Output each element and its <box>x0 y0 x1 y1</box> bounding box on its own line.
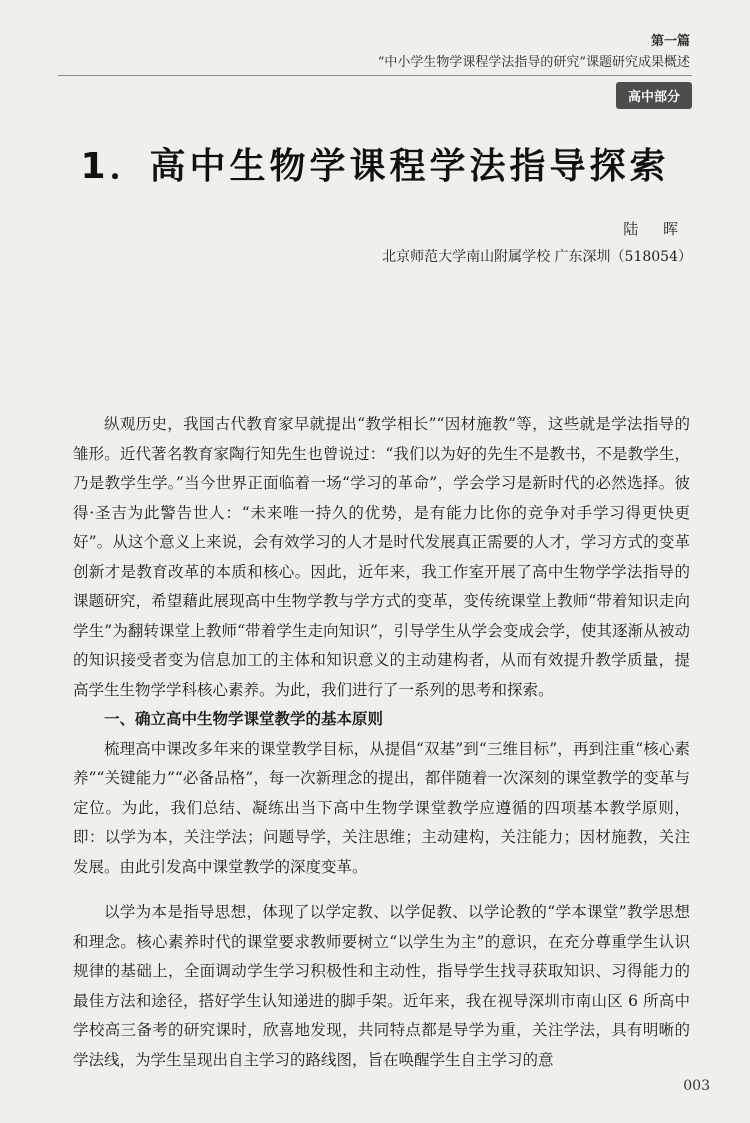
section-badge: 高中部分 <box>616 82 692 109</box>
article-title: 1．高中生物学课程学法指导探索 <box>80 146 670 187</box>
header-divider <box>58 75 692 76</box>
header-part-label: 第一篇 <box>650 34 690 49</box>
article-author: 陆 晖 <box>623 220 688 238</box>
paragraph-principles: 梳理高中课改多年来的课堂教学目标，从提倡“双基”到“三维目标”，再到注重“核心素养”“关键能力”“必备品格”，每一次新理念的提出，都伴随着一次深刻的课堂教学的变革与定位。为此，我们总结、凝练出当下高中生物学课堂教学应遵循的四项基本教学原则，即：以学为本，关注学法；问题导学，关注思维；主动建构，关注能力；因材施教，关注发展。由此引发高中课堂教学的深度变革。 <box>73 739 690 876</box>
article-body <box>73 410 690 1075</box>
paragraph-learning-first: 以学为本是指导思想，体现了以学定教、以学促教、以学论教的“学本课堂”教学思想和理念。核心素养时代的课堂要求教师要树立“以学生为主”的意识，在充分尊重学生认识规律的基础上，全面调动学生学习积极性和主动性，指导学生找寻获取知识、习得能力的最佳方法和途径，搭好学生认知递进的脚手架。近年来，我在视导深圳市南山区 6 所高中学校高三备考的研究课时，欣喜地发现，共同特点都是导学为重，关注学法，具有明晰的学法线，为学生呈现出自主学习的路线图，旨在唤醒学生自主学习的意 <box>73 903 690 1069</box>
page-number: 003 <box>683 1078 710 1094</box>
section-heading: 一、确立高中生物学课堂教学的基本原则 <box>104 710 384 728</box>
header-subtitle: “中小学生物学课程学法指导的研究”课题研究成果概述 <box>377 55 690 70</box>
article-affiliation: 北京师范大学南山附属学校 广东深圳（518054） <box>382 249 692 265</box>
paragraph-intro: 纵观历史，我国古代教育家早就提出“教学相长”“因材施教”等，这些就是学法指导的雏形。近代著名教育家陶行知先生也曾说过：“我们以为好的先生不是教书，不是教学生，乃是教学生学。”当今世界正面临着一场“学习的革命”，学会学习是新时代的必然选择。彼得·圣吉为此警告世人：“未来唯一持久的优势，是有能力比你的竞争对手学习得更快更好”。从这个意义上来说，会有效学习的人才是时代发展真正需要的人才，学习方式的变革创新才是教育改革的本质和核心。因此，近年来，我工作室开展了高中生物学学法指导的课题研究，希望藉此展现高中生物学教与学方式的变革，变传统课堂上教师“带着知识走向学生”为翻转课堂上教师“带着学生走向知识”，引导学生从学会变成会学，使其逐渐从被动的知识接受者变为信息加工的主体和知识意义的主动建构者，从而有效提升教学质量，提高学生生物学学科核心素养。为此，我们进行了一系列的思考和探索。 <box>73 415 690 699</box>
